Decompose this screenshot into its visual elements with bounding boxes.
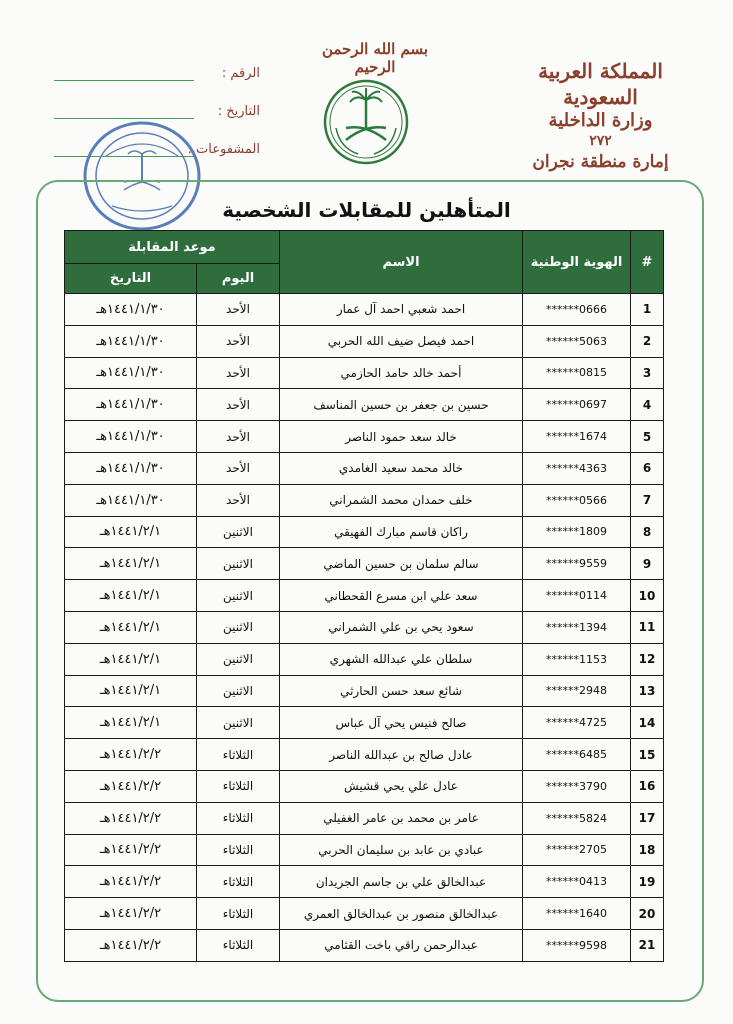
- interview-date: ١٤٤١/٢/١هـ: [65, 611, 197, 643]
- interview-date: ١٤٤١/٢/٢هـ: [65, 834, 197, 866]
- interview-date: ١٤٤١/١/٣٠هـ: [65, 452, 197, 484]
- table-row: [65, 834, 664, 866]
- interview-day: الاثنين: [197, 516, 280, 548]
- date-line: [54, 118, 194, 119]
- interview-day: الثلاثاء: [197, 739, 280, 771]
- interview-day: الأحد: [197, 294, 280, 326]
- row-number: 9: [631, 548, 664, 580]
- national-id: ******5063: [523, 325, 631, 357]
- national-id: ******6485: [523, 739, 631, 771]
- header-name: الاسم: [280, 231, 523, 294]
- interview-date: ١٤٤١/١/٣٠هـ: [65, 325, 197, 357]
- national-id: ******9598: [523, 929, 631, 961]
- candidate-name: عبدالرحمن راقي باخت القثامي: [280, 929, 523, 961]
- national-id: ******0413: [523, 866, 631, 898]
- candidate-name: حسين بن جعفر بن حسين المناسف: [280, 389, 523, 421]
- national-id: ******0566: [523, 484, 631, 516]
- table-row: [65, 611, 664, 643]
- interview-date: ١٤٤١/٢/١هـ: [65, 580, 197, 612]
- interview-day: الاثنين: [197, 643, 280, 675]
- row-number: 10: [631, 580, 664, 612]
- emirate-name: إمارة منطقة نجران: [532, 152, 669, 172]
- interview-date: ١٤٤١/٢/١هـ: [65, 548, 197, 580]
- interview-date: ١٤٤١/٢/٢هـ: [65, 929, 197, 961]
- letterhead-code: ٢٧٢: [589, 133, 612, 149]
- header-appointment: موعد المقابلة: [65, 231, 280, 264]
- table-row: [65, 357, 664, 389]
- national-id: ******0815: [523, 357, 631, 389]
- table-row: [65, 421, 664, 453]
- national-id: ******3790: [523, 770, 631, 802]
- national-id: ******5824: [523, 802, 631, 834]
- interview-date: ١٤٤١/٢/٢هـ: [65, 739, 197, 771]
- candidate-name: سعد علي ابن مسرع القحطاني: [280, 580, 523, 612]
- candidate-name: سلطان علي عبدالله الشهري: [280, 643, 523, 675]
- row-number: 1: [631, 294, 664, 326]
- candidate-name: احمد فيصل ضيف الله الحربي: [280, 325, 523, 357]
- table-row: [65, 739, 664, 771]
- national-id: ******9559: [523, 548, 631, 580]
- interview-day: الثلاثاء: [197, 802, 280, 834]
- interview-date: ١٤٤١/١/٣٠هـ: [65, 484, 197, 516]
- interview-day: الثلاثاء: [197, 770, 280, 802]
- interview-date: ١٤٤١/١/٣٠هـ: [65, 421, 197, 453]
- candidate-name: صالح فنيس يحي آل عباس: [280, 707, 523, 739]
- candidates-table: [64, 230, 664, 962]
- table-row: [65, 580, 664, 612]
- number-label: الرقم :: [221, 66, 260, 81]
- table-row: [65, 452, 664, 484]
- interview-day: الاثنين: [197, 707, 280, 739]
- interview-day: الأحد: [197, 325, 280, 357]
- interview-day: الاثنين: [197, 611, 280, 643]
- candidate-name: عادل علي يحي قشيش: [280, 770, 523, 802]
- candidate-name: عبدالخالق علي بن جاسم الجريدان: [280, 866, 523, 898]
- row-number: 19: [631, 866, 664, 898]
- row-number: 6: [631, 452, 664, 484]
- interview-day: الثلاثاء: [197, 898, 280, 930]
- table-row: [65, 516, 664, 548]
- row-number: 14: [631, 707, 664, 739]
- header-date: التاريخ: [65, 264, 197, 294]
- table-row: [65, 484, 664, 516]
- interview-day: الثلاثاء: [197, 929, 280, 961]
- table-row: [65, 325, 664, 357]
- interview-date: ١٤٤١/١/٣٠هـ: [65, 389, 197, 421]
- row-number: 18: [631, 834, 664, 866]
- header-day: اليوم: [197, 264, 280, 294]
- candidate-name: عادل صالح بن عبدالله الناصر: [280, 739, 523, 771]
- interview-day: الثلاثاء: [197, 866, 280, 898]
- row-number: 8: [631, 516, 664, 548]
- page-title: المتأهلين للمقابلات الشخصية: [222, 198, 511, 222]
- national-id: ******1153: [523, 643, 631, 675]
- candidate-name: خلف حمدان محمد الشمراني: [280, 484, 523, 516]
- row-number: 2: [631, 325, 664, 357]
- interview-date: ١٤٤١/٢/١هـ: [65, 516, 197, 548]
- national-id: ******4725: [523, 707, 631, 739]
- interview-date: ١٤٤١/٢/٢هـ: [65, 898, 197, 930]
- table-row: [65, 675, 664, 707]
- palm-swords-emblem-icon: [322, 78, 410, 166]
- table-row: [65, 770, 664, 802]
- row-number: 17: [631, 802, 664, 834]
- table-row: [65, 389, 664, 421]
- national-id: ******2705: [523, 834, 631, 866]
- interview-day: الأحد: [197, 452, 280, 484]
- ministry-name: وزارة الداخلية: [548, 110, 653, 131]
- table-row: [65, 643, 664, 675]
- interview-day: الاثنين: [197, 580, 280, 612]
- national-id: ******0697: [523, 389, 631, 421]
- row-number: 5: [631, 421, 664, 453]
- row-number: 20: [631, 898, 664, 930]
- candidate-name: سالم سلمان بن حسين الماضي: [280, 548, 523, 580]
- table-row: [65, 929, 664, 961]
- national-id: ******0666: [523, 294, 631, 326]
- candidate-name: سعود يحي بن علي الشمراني: [280, 611, 523, 643]
- row-number: 12: [631, 643, 664, 675]
- table-row: [65, 707, 664, 739]
- row-number: 4: [631, 389, 664, 421]
- number-line: [54, 80, 194, 81]
- national-id: ******0114: [523, 580, 631, 612]
- candidate-name: راكان قاسم مبارك الفهيقي: [280, 516, 523, 548]
- interview-day: الثلاثاء: [197, 834, 280, 866]
- row-number: 3: [631, 357, 664, 389]
- row-number: 11: [631, 611, 664, 643]
- table-row: [65, 294, 664, 326]
- row-number: 21: [631, 929, 664, 961]
- national-id: ******1809: [523, 516, 631, 548]
- interview-day: الاثنين: [197, 548, 280, 580]
- row-number: 7: [631, 484, 664, 516]
- national-id: ******4363: [523, 452, 631, 484]
- table-row: [65, 898, 664, 930]
- candidate-name: عبدالخالق منصور بن عبدالخالق العمري: [280, 898, 523, 930]
- header-num: #: [631, 231, 664, 294]
- interview-date: ١٤٤١/٢/١هـ: [65, 707, 197, 739]
- interview-day: الأحد: [197, 421, 280, 453]
- table-row: [65, 866, 664, 898]
- interview-date: ١٤٤١/١/٣٠هـ: [65, 294, 197, 326]
- interview-date: ١٤٤١/٢/٢هـ: [65, 866, 197, 898]
- candidate-name: عامر بن محمد بن عامر الغفيلي: [280, 802, 523, 834]
- interview-date: ١٤٤١/٢/١هـ: [65, 675, 197, 707]
- candidate-name: أحمد خالد حامد الحازمي: [280, 357, 523, 389]
- table-row: [65, 802, 664, 834]
- interview-day: الاثنين: [197, 675, 280, 707]
- interview-day: الأحد: [197, 357, 280, 389]
- interview-date: ١٤٤١/٢/٢هـ: [65, 770, 197, 802]
- number-field: [40, 66, 260, 104]
- row-number: 16: [631, 770, 664, 802]
- candidate-name: شائع سعد حسن الحارثي: [280, 675, 523, 707]
- date-label: التاريخ :: [217, 104, 260, 119]
- basmala: بسم الله الرحمن الرحيم: [321, 40, 429, 76]
- interview-date: ١٤٤١/٢/٢هـ: [65, 802, 197, 834]
- table-body: [65, 294, 664, 962]
- candidate-name: خالد محمد سعيد الغامدي: [280, 452, 523, 484]
- kingdom-name: المملكة العربية السعودية: [538, 59, 663, 109]
- interview-date: ١٤٤١/٢/١هـ: [65, 643, 197, 675]
- header-national-id: الهوية الوطنية: [523, 231, 631, 294]
- table-row: [65, 548, 664, 580]
- candidate-name: عبادي بن عابد بن سليمان الحربي: [280, 834, 523, 866]
- row-number: 15: [631, 739, 664, 771]
- row-number: 13: [631, 675, 664, 707]
- national-id: ******1640: [523, 898, 631, 930]
- interview-day: الأحد: [197, 484, 280, 516]
- national-id: ******2948: [523, 675, 631, 707]
- attachments-label: المشفوعات :: [187, 142, 260, 157]
- national-id: ******1394: [523, 611, 631, 643]
- letterhead-right: [498, 58, 703, 174]
- interview-day: الأحد: [197, 389, 280, 421]
- candidate-name: خالد سعد حمود الناصر: [280, 421, 523, 453]
- interview-date: ١٤٤١/١/٣٠هـ: [65, 357, 197, 389]
- candidate-name: احمد شعبي احمد آل عمار: [280, 294, 523, 326]
- national-id: ******1674: [523, 421, 631, 453]
